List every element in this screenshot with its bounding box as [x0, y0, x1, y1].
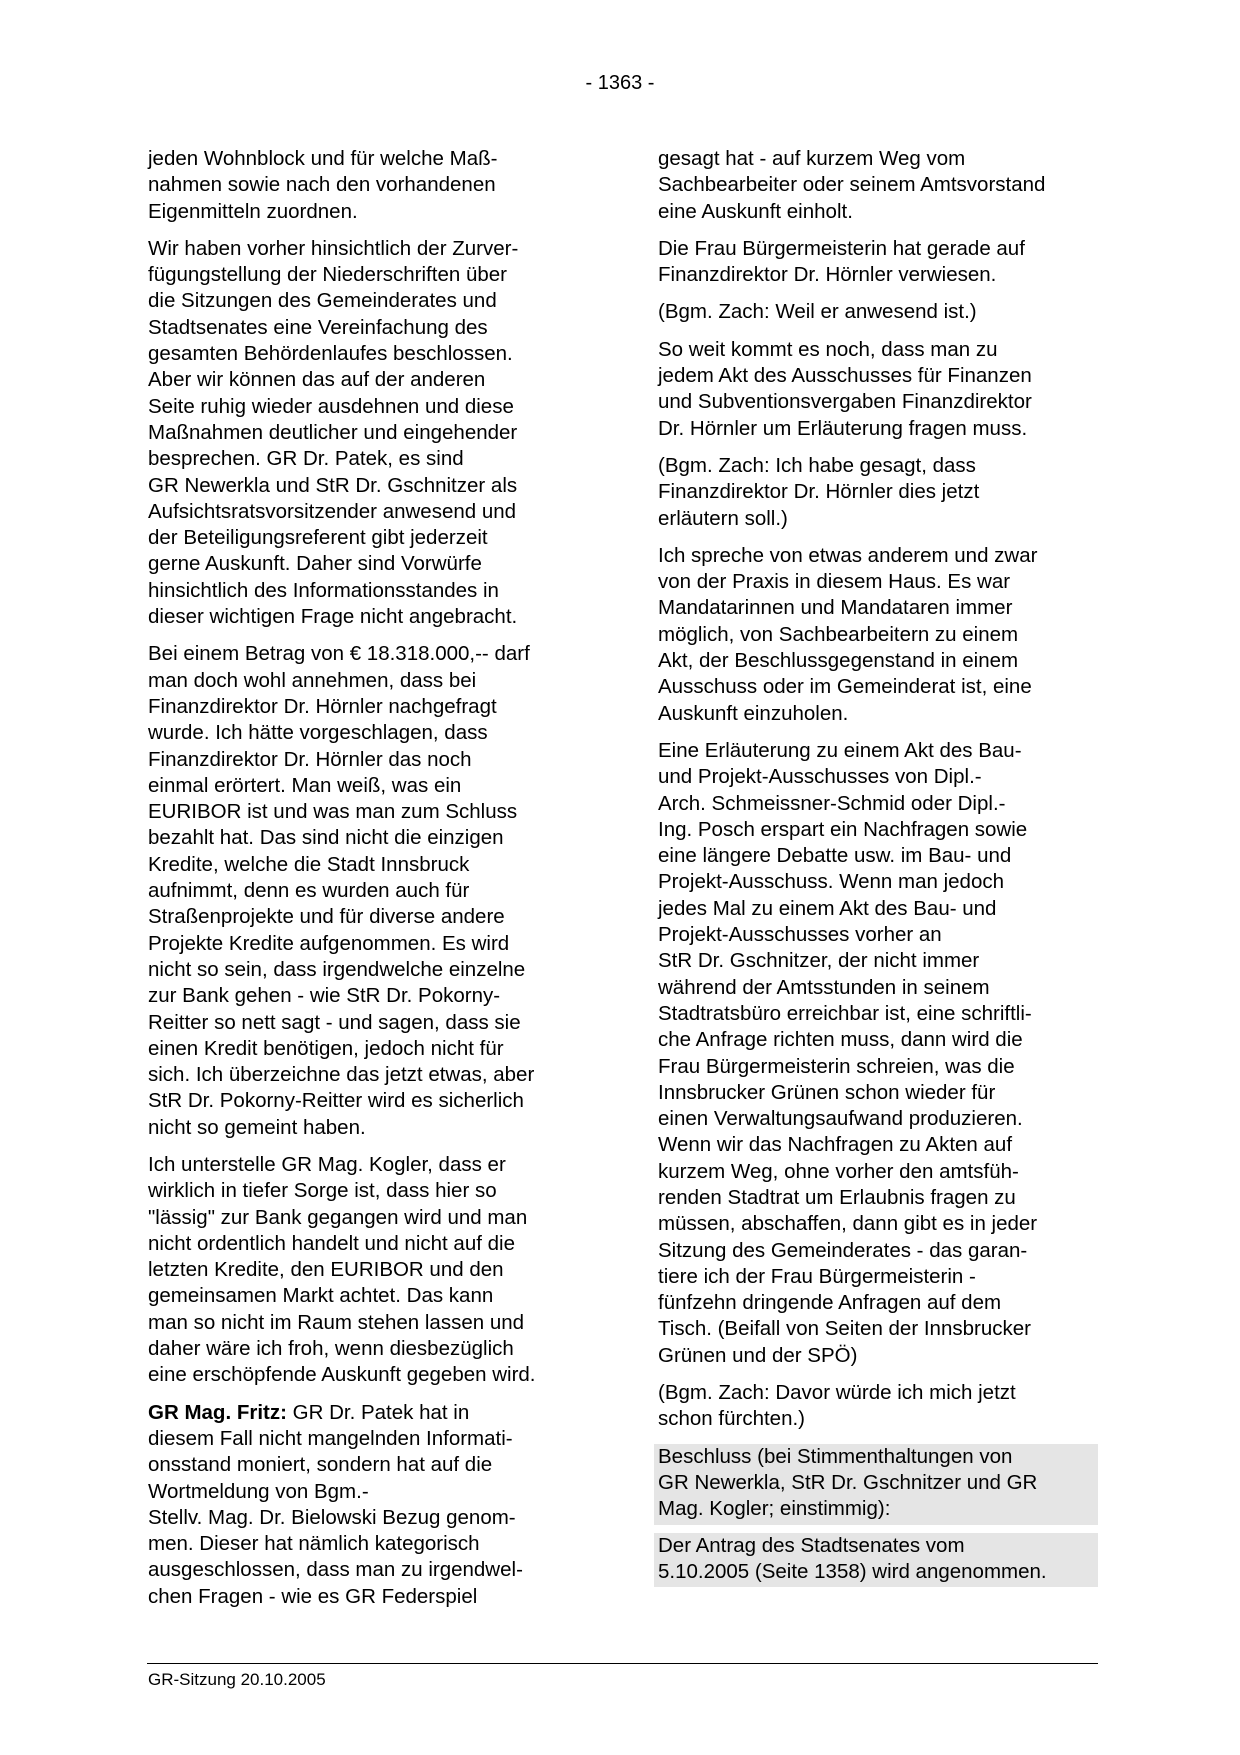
line: Finanzdirektor Dr. Hörnler verwiesen. — [658, 263, 997, 287]
line: Projekte Kredite aufgenommen. Es wird — [148, 931, 510, 955]
line: von der Praxis in diesem Haus. Es war — [658, 570, 1011, 594]
line: (Bgm. Zach: Ich habe gesagt, dass — [658, 453, 976, 477]
line: sich. Ich überzeichne das jetzt etwas, aber — [148, 1063, 535, 1087]
line: letzten Kredite, den EURIBOR und den — [148, 1258, 504, 1282]
line: tiere ich der Frau Bürgermeisterin - — [658, 1264, 976, 1288]
line: Maßnahmen deutlicher und eingehender — [148, 420, 518, 444]
paragraph — [148, 1152, 593, 1389]
line: und Projekt-Ausschusses von Dipl.- — [658, 765, 982, 789]
line: Akt, der Beschlussgegenstand in einem — [658, 649, 1019, 673]
line: einen Verwaltungsaufwand produzieren. — [658, 1107, 1023, 1131]
line: Eigenmitteln zuordnen. — [148, 199, 358, 223]
line: Dr. Hörnler um Erläuterung fragen muss. — [658, 416, 1028, 440]
line: che Anfrage richten muss, dann wird die — [658, 1028, 1023, 1052]
line: Ausschuss oder im Gemeinderat ist, eine — [658, 675, 1032, 699]
line: eine Auskunft einholt. — [658, 199, 853, 223]
line: Kredite, welche die Stadt Innsbruck — [148, 852, 470, 876]
line: Grünen und der SPÖ) — [658, 1343, 858, 1367]
line: dieser wichtigen Frage nicht angebracht. — [148, 605, 518, 629]
line: der Beteiligungsreferent gibt jederzeit — [148, 526, 488, 550]
line: wurde. Ich hätte vorgeschlagen, dass — [148, 721, 488, 745]
speaker-paragraph — [148, 1400, 593, 1610]
paragraph — [148, 146, 593, 225]
line: gesagt hat - auf kurzem Weg vom — [658, 147, 966, 170]
resolution-intro — [654, 1444, 1098, 1525]
speaker-lines — [148, 1426, 593, 1610]
line: erläutern soll.) — [658, 506, 788, 530]
line: Finanzdirektor Dr. Hörnler das noch — [148, 747, 472, 771]
interjection — [658, 299, 1098, 325]
paragraph — [658, 236, 1098, 289]
paragraph — [658, 337, 1098, 442]
line: nicht so sein, dass irgendwelche einzelne — [148, 957, 526, 981]
line: während der Amtsstunden in seinem — [658, 975, 990, 999]
right-column — [658, 146, 1098, 1595]
line: Die Frau Bürgermeisterin hat gerade auf — [658, 236, 1025, 260]
speaker-name: GR Mag. Fritz: — [148, 1400, 287, 1424]
paragraph — [658, 146, 1098, 225]
line: daher wäre ich froh, wenn diesbezüglich — [148, 1337, 514, 1361]
line: ausgeschlossen, dass man zu irgendwel- — [148, 1558, 523, 1582]
line: schon fürchten.) — [658, 1407, 805, 1431]
line: müssen, abschaffen, dann gibt es in jeder — [658, 1212, 1038, 1236]
speaker-text: GR Dr. Patek hat in — [286, 1400, 470, 1424]
left-column — [148, 146, 593, 1621]
line: man doch wohl annehmen, dass bei — [148, 668, 477, 692]
paragraph — [148, 641, 593, 1141]
line: eine längere Debatte usw. im Bau- und — [658, 844, 1012, 868]
line: Wenn wir das Nachfragen zu Akten auf — [658, 1133, 1013, 1157]
line: und Subventionsvergaben Finanzdirektor — [658, 390, 1032, 414]
page-number: - 1363 - — [585, 72, 655, 94]
line: StR Dr. Pokorny-Reitter wird es sicherlich — [148, 1089, 524, 1113]
line: GR Newerkla, StR Dr. Gschnitzer und GR — [658, 1470, 1038, 1494]
line: Bei einem Betrag von € 18.318.000,-- darf — [148, 642, 530, 666]
line: Wortmeldung von Bgm.- — [148, 1479, 369, 1503]
line: einmal erörtert. Man weiß, was ein — [148, 773, 462, 797]
line: Stadtratsbüro erreichbar ist, eine schriftli- — [658, 1001, 1032, 1025]
line: StR Dr. Gschnitzer, der nicht immer — [658, 949, 980, 973]
line: man so nicht im Raum stehen lassen und — [148, 1310, 525, 1334]
line: (Bgm. Zach: Davor würde ich mich jetzt — [658, 1381, 1016, 1405]
paragraph — [148, 236, 593, 630]
line: wirklich in tiefer Sorge ist, dass hier so — [148, 1179, 497, 1203]
line: Eine Erläuterung zu einem Akt des Bau- — [658, 738, 1022, 762]
line: "lässig" zur Bank gegangen wird und man — [148, 1205, 528, 1229]
line: Arch. Schmeissner-Schmid oder Dipl.- — [658, 791, 1006, 815]
line: Finanzdirektor Dr. Hörnler dies jetzt — [658, 480, 980, 504]
line: Ich spreche von etwas anderem und zwar — [658, 543, 1038, 567]
line: Stadtsenates eine Vereinfachung des — [148, 315, 488, 339]
line: Finanzdirektor Dr. Hörnler nachgefragt — [148, 694, 497, 718]
line: eine erschöpfende Auskunft gegeben wird. — [148, 1363, 536, 1387]
footer-text: GR-Sitzung 20.10.2005 — [148, 1670, 326, 1689]
line: Projekt-Ausschuss. Wenn man jedoch — [658, 870, 1005, 894]
line: (Bgm. Zach: Weil er anwesend ist.) — [658, 300, 977, 324]
line: Beschluss (bei Stimmenthaltungen von — [658, 1444, 1013, 1468]
line: jeden Wohnblock und für welche Maß- — [148, 147, 498, 170]
line: besprechen. GR Dr. Patek, es sind — [148, 447, 464, 471]
line: fügungstellung der Niederschriften über — [148, 263, 507, 287]
line: nahmen sowie nach den vorhandenen — [148, 173, 496, 197]
line: gerne Auskunft. Daher sind Vorwürfe — [148, 552, 482, 576]
line: hinsichtlich des Informationsstandes in — [148, 578, 499, 602]
line: Ich unterstelle GR Mag. Kogler, dass er — [148, 1152, 506, 1176]
interjection — [658, 1380, 1098, 1433]
line: aufnimmt, denn es wurden auch für — [148, 879, 470, 903]
line: einen Kredit benötigen, jedoch nicht für — [148, 1036, 504, 1060]
line: die Sitzungen des Gemeinderates und — [148, 289, 497, 313]
line: Projekt-Ausschusses vorher an — [658, 923, 942, 947]
line: Mandatarinnen und Mandataren immer — [658, 596, 1013, 620]
line: Wir haben vorher hinsichtlich der Zurver- — [148, 236, 519, 260]
line: gesamten Behördenlaufes beschlossen. — [148, 342, 513, 366]
line: jedes Mal zu einem Akt des Bau- und — [658, 896, 997, 920]
line: Straßenprojekte und für diverse andere — [148, 905, 505, 929]
line: Aber wir können das auf der anderen — [148, 368, 486, 392]
line: onsstand moniert, sondern hat auf die — [148, 1453, 493, 1477]
line: men. Dieser hat nämlich kategorisch — [148, 1532, 480, 1556]
interjection — [658, 453, 1098, 532]
line: Ing. Posch erspart ein Nachfragen sowie — [658, 817, 1028, 841]
paragraph — [658, 543, 1098, 727]
line: Seite ruhig wieder ausdehnen und diese — [148, 394, 514, 418]
line: GR Newerkla und StR Dr. Gschnitzer als — [148, 473, 518, 497]
resolution-text — [654, 1533, 1098, 1588]
line: kurzem Weg, ohne vorher den amtsfüh- — [658, 1159, 1019, 1183]
line: EURIBOR ist und was man zum Schluss — [148, 800, 518, 824]
paragraph — [658, 738, 1098, 1369]
line: Stellv. Mag. Dr. Bielowski Bezug genom- — [148, 1505, 516, 1529]
line: nicht so gemeint haben. — [148, 1115, 366, 1139]
line: chen Fragen - wie es GR Federspiel — [148, 1584, 478, 1608]
line: gemeinsamen Markt achtet. Das kann — [148, 1284, 494, 1308]
line: jedem Akt des Ausschusses für Finanzen — [658, 364, 1032, 388]
line: zur Bank gehen - wie StR Dr. Pokorny- — [148, 984, 501, 1008]
line: nicht ordentlich handelt und nicht auf die — [148, 1231, 515, 1255]
line: Aufsichtsratsvorsitzender anwesend und — [148, 499, 517, 523]
line: bezahlt hat. Das sind nicht die einzigen — [148, 826, 504, 850]
line: Reitter so nett sagt - und sagen, dass sie — [148, 1010, 521, 1034]
line: So weit kommt es noch, dass man zu — [658, 337, 998, 361]
line: Sitzung des Gemeinderates - das garan- — [658, 1238, 1028, 1262]
line: Mag. Kogler; einstimmig): — [658, 1497, 891, 1521]
line: möglich, von Sachbearbeitern zu einem — [658, 622, 1019, 646]
line: Tisch. (Beifall von Seiten der Innsbrucker — [658, 1317, 1031, 1341]
line: 5.10.2005 (Seite 1358) wird angenommen. — [658, 1559, 1047, 1583]
line: Auskunft einzuholen. — [658, 701, 849, 725]
line: Der Antrag des Stadtsenates vom — [658, 1533, 965, 1557]
line: diesem Fall nicht mangelnden Informati- — [148, 1426, 513, 1450]
footer-divider — [147, 1663, 1098, 1664]
line: Frau Bürgermeisterin schreien, was die — [658, 1054, 1015, 1078]
line: renden Stadtrat um Erlaubnis fragen zu — [658, 1185, 1016, 1209]
line: Sachbearbeiter oder seinem Amtsvorstand — [658, 173, 1046, 197]
line: Innsbrucker Grünen schon wieder für — [658, 1080, 996, 1104]
line: fünfzehn dringende Anfragen auf dem — [658, 1291, 1002, 1315]
line — [148, 1400, 593, 1426]
